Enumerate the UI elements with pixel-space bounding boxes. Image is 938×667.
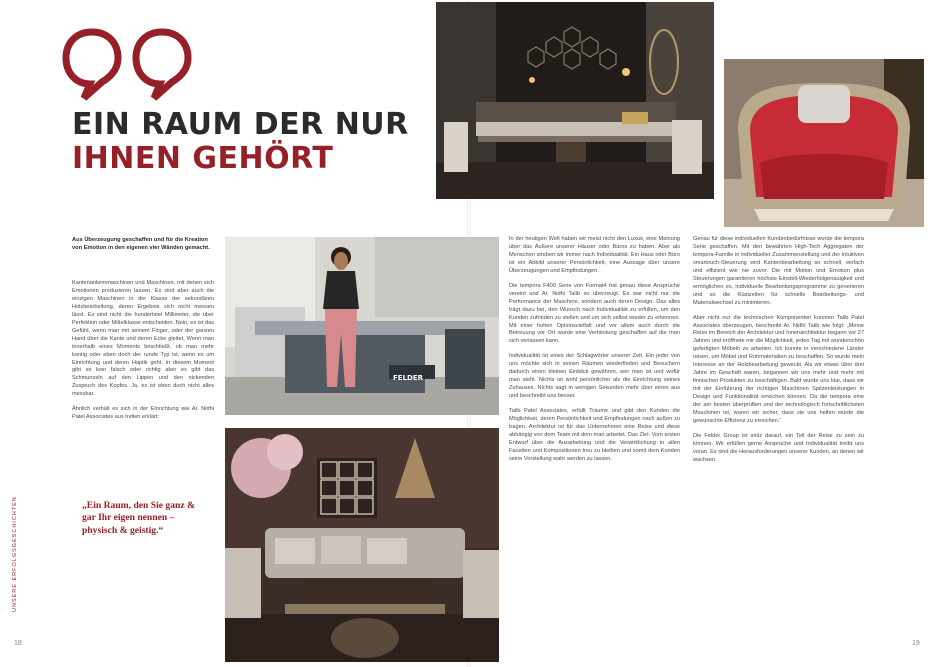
headline bbox=[72, 108, 409, 176]
paragraph: Ähnlich verhält es sich in der Einrichtung wie Ar. Nidhi Patel Associates aus Indien erklärt: bbox=[72, 406, 214, 421]
quote-marks-icon bbox=[62, 28, 196, 102]
page-number-left: 18 bbox=[14, 640, 22, 647]
paragraph: Individualität ist eines der Schlagwörter unserer Zeit. Ein jeder von uns möchte sich in seinen Räumen wiederfinden und Besuchern dadurch einen kleinen Einblick gewähren, wer man ist und wofür man steht. Nichts ist wohl persönlicher als die Einrichtung seines Zuhauses. Nichts sagt in wenigen Sekunden mehr über einen aus und beschreibt uns besser. bbox=[509, 353, 680, 400]
paragraph: In der heutigen Welt haben wir meist nicht den Luxus, eine Meinung über das Äußere unserer Häuser oder Büros zu haben. Aber als Menschen streben wir immer nach Individualität. Ein Haus oder Büro ist ein Abbild unserer Persönlichkeit, eine Aussage über unsere Überzeugungen und Empfindungen. bbox=[509, 236, 680, 274]
paragraph: Die tempora F400 Serie von Format4 hat genau diese Ansprüche vereint und Ar. Nidhi Talib so überzeugt. Es war nicht nur die Performance der Maschine, sondern auch deren Design. Das alles trägt dazu bei, den Wunsch nach Individualität zu erfüllen, um den Kunden zufrieden zu stellen und um sich selbst wieder zu erkennen. Mit einer hohen Optionsvielfalt und vor allem auch durch die Betreuung vor Ort wurde eine Verbindung geschaffen auf die man sich verlassen kann. bbox=[509, 282, 680, 345]
intro-text: Aus Überzeugung geschaffen und für die Kreation von Emotion in den eigenen vier Wänden gemacht. bbox=[72, 237, 210, 251]
paragraph: Genau für diese individuellen Kundenbedürfnisse wurde die tempora Serie geschaffen. Mit den bewährten High-Tech Aggregaten der tempora-Familie in individueller Zusammenstellung und der intuitiven smartouch-Steuerung wird Kantenbearbeitung so schnell, einfach und effizient wie nie zuvor. Die mit Motion und Emotion plus Steuerungen garantieren höchste Einstell-Wiederholgenauigkeit und ermöglichen es, individuelle Bearbeitungsprogramme zu generieren und so die Rüstzeiten für schnelle Bearbeitungs- und Materialwechsel zu minimieren. bbox=[693, 236, 864, 306]
text-column-1 bbox=[72, 280, 214, 429]
architect-with-machine-photo bbox=[225, 237, 499, 415]
dining-room-photo bbox=[436, 2, 714, 199]
page-number-right: 19 bbox=[912, 640, 920, 647]
pull-quote: „Ein Raum, den Sie ganz & gar Ihr eigen nennen – physisch & geistig.“ bbox=[82, 500, 196, 536]
headline-line-2: IHNEN GEHÖRT bbox=[72, 141, 334, 176]
section-label: UNSERE ERFOLGSGESCHICHTEN bbox=[12, 496, 18, 612]
paragraph: Aber nicht nur die technischen Komponenten konnten Talib Patel Associates überzeugen, beschreibt Ar. Nidhi Talib wie folgt: „Meine Reise im Bereich der Architektur und Innenarchitektur begann vor 27 Jahren und eröffnete mir die Möglichkeit, jeden Tag mit wunderschön gefertigten Möbeln zu arbeiten. Ich konnte in verschiedene Länder reisen, um Möbel und Rohmaterialien zu beschaffen. So wurde mein Interesse an der Holzbearbeitung geweckt. Als wir etwas über drei Jahre im Geschäft waren, begannen wir uns mehr und mehr mit finnischen Produkten zu beschäftigen. Bald wurde uns klar, dass wir mit der Einführung der richtigen Maschinen Spitzenleistungen in Design und Funktionalität erreichen können. Da die tempora eine der am besten überprüften und der technologisch fortschrittlichsten Maschinen ist, waren wir sicher, dass sie uns helfen würde die gewünschte Effizienz zu erreichen.“ bbox=[693, 314, 864, 424]
machine-brand-label: FELDER bbox=[393, 374, 424, 382]
paragraph: Kantenanleimmaschinen und Maschinen, mit denen sich Emotionen produzieren lassen. Es sind aber auch die einzigen Maschinen in der Klasse der sekundären Holzbearbeitung, deren Ergebnis sich nicht messen lässt. Es sind nicht die hundertstel Millimeter, die über Perfektion oder Mittelklasse entscheiden. Nein, es ist das Gefühl, wenn man mit seinem Finger, oder der ganzen Hand über die Kante und deren Ecke gleitet. Wenn man innerhalb eines Moments beschließt, ob man mehr kantig oder eben doch der runde Typ ist, wenn es um Einrichtung und deren Haptik geht. In diesem Moment gibt es kein falsch oder richtig aber es gibt das Schmunzeln auf den Lippen und den nickenden Zuspruch des Kopfes. Ja, es ist eben doch nicht alles messbar. bbox=[72, 280, 214, 398]
text-column-2 bbox=[509, 236, 680, 471]
headline-line-1: EIN RAUM DER NUR bbox=[72, 107, 409, 142]
paragraph: Die Felder Group ist stolz darauf, ein Teil der Reise zu sein zu können. Wir erfüllen gerne Ansprüche und Individualität treibt uns voran. Es sind die Herausforderungen unserer Kunden, an denen wir wachsen. bbox=[693, 432, 864, 463]
armchair-photo bbox=[724, 59, 924, 227]
text-column-3 bbox=[693, 236, 864, 472]
paragraph: Talib Patel Associates, erfüllt Träume und gibt den Kunden die Möglichkeit, deren Persönlichkeit und Empfindungen nach außen zu tragen. Architektur ist für das Unternehmen eine Reise und diese abhängig von dem Team mit dem man arbeitet. Das Ziel: Vom ersten Entwurf über die Ausarbeitung und die Verwirklichung in allen Facetten und Kompositionen treu zu bleiben und somit dem Kunden seine Vorstellung wahr werden zu lassen. bbox=[509, 408, 680, 462]
living-room-photo bbox=[225, 428, 499, 662]
